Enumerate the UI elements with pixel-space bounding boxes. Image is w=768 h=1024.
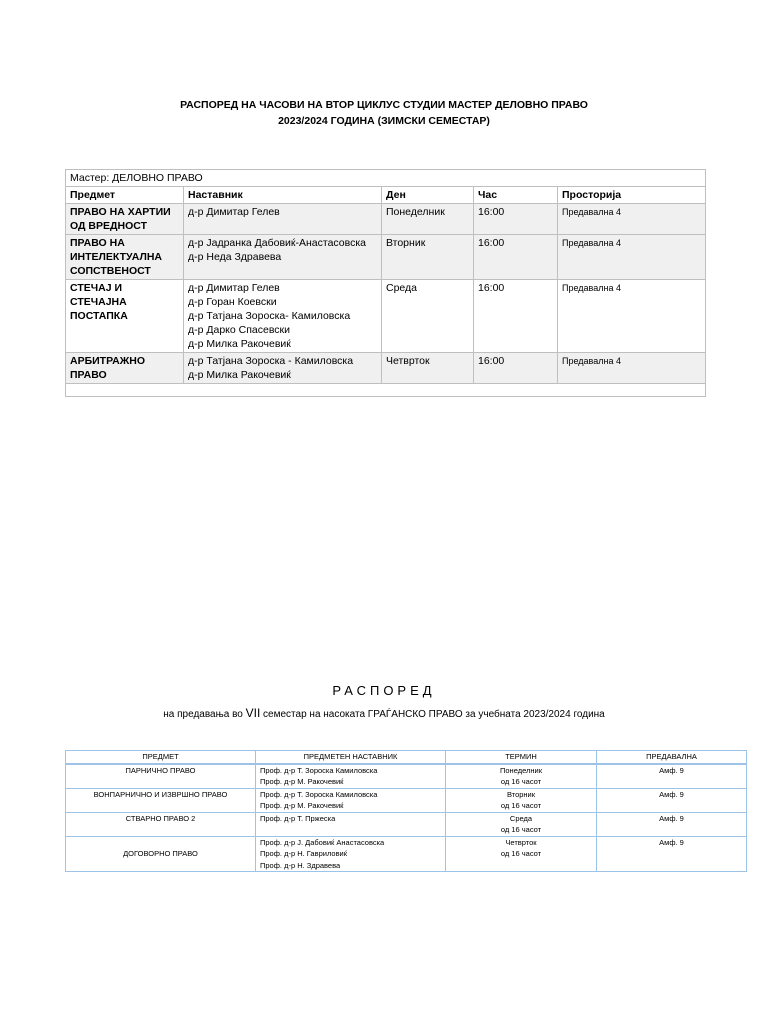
table-row	[66, 204, 706, 235]
term-day: Среда	[509, 813, 533, 823]
table-row	[66, 280, 706, 353]
room-cell: Предавална 4	[558, 280, 706, 353]
subject-cell: ВОНПАРНИЧНО И ИЗВРШНО ПРАВО	[66, 788, 256, 812]
teacher-name: Проф. д-р Т. Пржеска	[260, 813, 336, 823]
time-cell: 16:00	[474, 353, 558, 384]
day-cell: Четврток	[382, 353, 474, 384]
time-cell: 16:00	[474, 204, 558, 235]
schedule2-subtitle	[0, 706, 768, 720]
teacher-cell	[184, 353, 382, 384]
teacher-name: Проф. д-р Т. Зороска Камиловска	[260, 765, 378, 775]
teacher-name: д-р Јадранка Дабовиќ-Анастасовска	[188, 237, 366, 249]
day-cell: Вторник	[382, 235, 474, 280]
teacher-name: Проф. д-р Ј. Дабовиќ Анастасовска	[260, 837, 385, 847]
teacher-name: д-р Татјана Зороска - Камиловска	[188, 355, 354, 367]
header-teacher: Наставник	[184, 187, 382, 204]
term-time: од 16 часот	[500, 777, 542, 786]
table-row	[66, 235, 706, 280]
header-subject: ПРЕДМЕТ	[66, 751, 256, 764]
master-label-row	[66, 170, 706, 187]
subtitle-semester: VII	[245, 706, 261, 720]
master-label: Мастер: ДЕЛОВНО ПРАВО	[66, 170, 706, 187]
subject-line: СОПСТВЕНОСТ	[70, 265, 151, 277]
table-row	[66, 788, 747, 812]
subject-cell	[66, 235, 184, 280]
teacher-name: Проф. д-р М. Ракочевиќ	[260, 801, 344, 810]
day-cell: Среда	[382, 280, 474, 353]
time-cell: 16:00	[474, 280, 558, 353]
teacher-name: д-р Дарко Спасевски	[188, 324, 291, 336]
subtitle-suffix: семестар на насоката ГРАЃАНСКО ПРАВО за учебната 2023/2024 година	[260, 709, 605, 720]
teacher-name: д-р Милка Ракочевиќ	[188, 369, 291, 381]
subtitle-prefix: на предавања во	[163, 709, 246, 720]
header-term: ТЕРМИН	[446, 751, 597, 764]
term-time: од 16 часот	[500, 825, 542, 834]
subject-line: АРБИТРАЖНО ПРАВО	[70, 355, 145, 381]
header-day: Ден	[382, 187, 474, 204]
teacher-cell	[256, 764, 446, 789]
term-cell	[446, 764, 597, 789]
room-cell: Предавална 4	[558, 235, 706, 280]
header-time: Час	[474, 187, 558, 204]
subject-cell	[66, 280, 184, 353]
table-row	[66, 836, 747, 872]
day-cell: Понеделник	[382, 204, 474, 235]
term-day: Вторник	[506, 789, 536, 799]
room-cell: Предавална 4	[558, 204, 706, 235]
teacher-name: Проф. д-р Т. Зороска Камиловска	[260, 789, 378, 799]
subject-line: ПРАВО НА ХАРТИИ	[70, 206, 171, 218]
teacher-cell	[184, 280, 382, 353]
teacher-name: д-р Димитар Гелев	[188, 206, 280, 218]
empty-cell	[66, 384, 706, 397]
term-cell	[446, 788, 597, 812]
header-room: ПРЕДАВАЛНА	[597, 751, 747, 764]
term-cell	[446, 836, 597, 872]
header-subject: Предмет	[66, 187, 184, 204]
teacher-name: Проф. д-р Н. Здравева	[260, 860, 341, 870]
time-cell: 16:00	[474, 235, 558, 280]
civil-law-schedule-table	[65, 750, 747, 872]
teacher-cell	[184, 235, 382, 280]
subject-cell: СТВАРНО ПРАВО 2	[66, 812, 256, 836]
table-row	[66, 764, 747, 789]
term-time: од 16 часот	[500, 849, 542, 858]
subject-line: ИНТЕЛЕКТУАЛНА	[70, 251, 162, 263]
term-time: од 16 часот	[500, 801, 542, 810]
teacher-cell	[256, 788, 446, 812]
teacher-name: д-р Димитар Гелев	[188, 282, 280, 294]
teacher-name: д-р Неда Здравева	[188, 251, 282, 263]
term-day: Четврток	[505, 837, 537, 847]
teacher-cell	[184, 204, 382, 235]
teacher-name: д-р Горан Коевски	[188, 296, 277, 308]
schedule2-title: РАСПОРЕД	[332, 683, 436, 698]
room-cell: Амф. 9	[597, 788, 747, 812]
subject-cell: ПАРНИЧНО ПРАВО	[66, 764, 256, 789]
table-row	[66, 353, 706, 384]
room-cell: Амф. 9	[597, 764, 747, 789]
master-schedule-table	[65, 169, 706, 397]
term-day: Понеделник	[500, 765, 542, 775]
teacher-name: д-р Милка Ракочевиќ	[188, 338, 291, 350]
teacher-name: д-р Татјана Зороска- Камиловска	[188, 310, 351, 322]
teacher-cell	[256, 812, 446, 836]
room-cell: Амф. 9	[597, 836, 747, 872]
subject-line: ПОСТАПКА	[70, 310, 128, 322]
schedule-title-line2: 2023/2024 ГОДИНА (ЗИМСКИ СЕМЕСТАР)	[278, 115, 490, 127]
teacher-name: Проф. д-р М. Ракочевиќ	[260, 777, 344, 786]
room-cell: Амф. 9	[597, 812, 747, 836]
empty-row	[66, 384, 706, 397]
teacher-name: Проф. д-р Н. Гавриловиќ	[260, 849, 348, 858]
subject-line: СТЕЧАЈ И СТЕЧАЈНА	[70, 282, 127, 308]
table-header-row	[66, 187, 706, 204]
schedule-title-line1: РАСПОРЕД НА ЧАСОВИ НА ВТОР ЦИКЛУС СТУДИИ МАСТЕР ДЕЛОВНО ПРАВО	[180, 99, 588, 111]
table-header-row	[66, 751, 747, 764]
subject-cell: ДОГОВОРНО ПРАВО	[66, 836, 256, 872]
term-cell	[446, 812, 597, 836]
table-row	[66, 812, 747, 836]
header-teacher: ПРЕДМЕТЕН НАСТАВНИК	[256, 751, 446, 764]
subject-cell	[66, 204, 184, 235]
header-room: Просторија	[558, 187, 706, 204]
subject-line: ПРАВО НА	[70, 237, 125, 249]
subject-cell	[66, 353, 184, 384]
room-cell: Предавална 4	[558, 353, 706, 384]
schedule-title	[0, 97, 768, 129]
teacher-cell	[256, 836, 446, 872]
subject-line: ОД ВРЕДНОСТ	[70, 220, 147, 232]
